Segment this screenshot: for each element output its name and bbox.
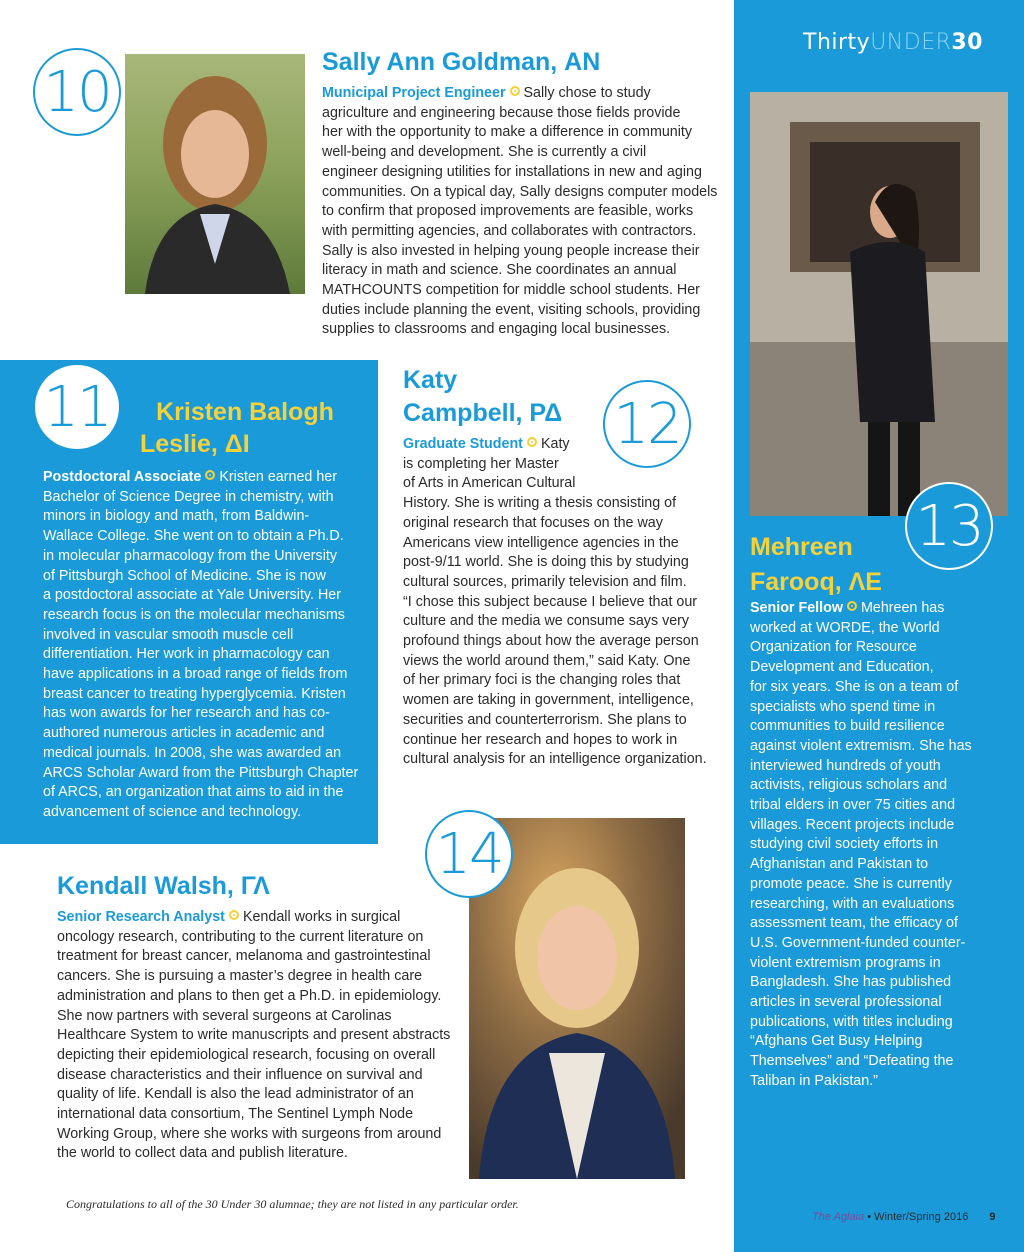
bio-line: has won awards for her research and has co- (43, 705, 330, 722)
bio-line: specialists who spend time in (750, 698, 936, 715)
bio-line: Development and Education, (750, 659, 934, 676)
bio-line: MATHCOUNTS competition for middle school students. Her (322, 282, 700, 299)
name-kristen-leslie (140, 396, 340, 460)
bio-line: international data consortium, The Sentinel Lymph Node (57, 1106, 414, 1123)
bio-line (43, 468, 373, 488)
bio-line: her with the opportunity to make a difference in community (322, 124, 693, 141)
bio-text: Katy (540, 436, 570, 452)
number-13-circle (905, 482, 993, 570)
bullet-icon (510, 86, 520, 96)
bio-line: Healthcare System to write manuscripts and present abstracts (57, 1027, 451, 1044)
bio-line: women are taking in government, intelligence, (403, 692, 694, 709)
bio-line: have applications in a broad range of fields from (43, 666, 348, 683)
role-kendall-walsh: Senior Research Analyst (57, 909, 225, 925)
bio-line: Bangladesh. She has published (750, 974, 952, 991)
bio-line: literacy in math and science. She coordinates an annual (322, 262, 677, 279)
bio-line: cultural sources, primarily television and film. (403, 573, 687, 590)
bio-line: treatment for breast cancer, melanoma and gastrointestinal (57, 948, 431, 965)
bio-line: continue her research and hopes to work in (403, 731, 678, 748)
magazine-name: The Aglaia (812, 1211, 865, 1223)
name-mehreen-farooq (750, 530, 882, 600)
bio-line: disease characteristics and their influence on survival and (57, 1066, 423, 1083)
bio-line: engineer designing utilities for installations in new and aging (322, 163, 702, 180)
bio-line: supplies to classrooms and engaging local businesses. (322, 321, 671, 338)
bio-line: articles in several professional (750, 994, 942, 1011)
bio-line: views the world around them,” said Katy. One (403, 652, 691, 669)
bio-line: researching, with an evaluations (750, 895, 955, 912)
bio-line: profound things about how the average person (403, 633, 699, 650)
bio-line: Wallace College. She went on to obtain a Ph.D. (43, 528, 344, 545)
number-12: 12 (613, 391, 681, 457)
bio-line: “I chose this subject because I believe that our (403, 593, 698, 610)
bio-line: quality of life. Kendall is also the lead administrator of an (57, 1086, 414, 1103)
bio-text: Sally chose to study (523, 85, 651, 101)
role-mehreen-farooq: Senior Fellow (750, 600, 843, 616)
name-katy-campbell (403, 364, 562, 430)
bio-line (57, 908, 457, 928)
bio-line: She now partners with several surgeons at Carolinas (57, 1007, 392, 1024)
bio-text: Mehreen has (860, 600, 945, 616)
bio-line: activists, religious scholars and (750, 777, 948, 794)
bio-line: post-9/11 world. She is doing this by studying (403, 554, 689, 571)
bio-line: a postdoctoral associate at Yale University. Her (43, 587, 341, 604)
number-13: 13 (915, 493, 983, 559)
bio-line: communities. On a typical day, Sally designs computer models (322, 183, 718, 200)
number-11-circle (33, 363, 121, 451)
bio-line: worked at WORDE, the World (750, 619, 940, 636)
bio-line: involved in vascular smooth muscle cell (43, 626, 294, 643)
photo-mehreen-farooq (750, 92, 1008, 516)
bio-line: culture and the media we consume says very (403, 613, 690, 630)
bio-line (403, 435, 723, 455)
bio-kendall-walsh (57, 908, 457, 1164)
bio-line: Themselves” and “Defeating the (750, 1053, 954, 1070)
bio-line: to confirm that proposed improvements are feasible, works (322, 203, 694, 220)
bio-line: Taliban in Pakistan.” (750, 1072, 878, 1089)
bio-line: History. She is writing a thesis consisting of (403, 495, 677, 512)
bullet-icon (205, 470, 215, 480)
logo-30: 30 (951, 30, 983, 55)
bullet-icon (527, 437, 537, 447)
bio-line: Working Group, where she works with surgeons from around (57, 1125, 442, 1142)
role-katy-campbell: Graduate Student (403, 436, 523, 452)
logo-thirty: Thirty (803, 30, 871, 55)
bio-line: breast cancer to treating hyperglycemia. Kristen (43, 685, 346, 702)
bio-line: with permitting agencies, and collaborates with contractors. (322, 222, 697, 239)
footer-note: Congratulations to all of the 30 Under 30 alumnae; they are not listed in any particular order. (66, 1197, 519, 1211)
bullet-icon (847, 601, 857, 611)
bio-line: research focus is on the molecular mechanisms (43, 606, 345, 623)
bio-line: duties include planning the event, visiting schools, providing (322, 301, 701, 318)
name-line: Katy (403, 366, 458, 394)
bio-line: original research that focuses on the way (403, 514, 663, 531)
bio-line: for six years. She is on a team of (750, 678, 959, 695)
number-11: 11 (43, 374, 111, 440)
name-line: Campbell, ΡΔ (403, 399, 563, 427)
bio-line: communities to build resilience (750, 718, 945, 735)
number-10: 10 (43, 59, 111, 125)
bio-line: villages. Recent projects include (750, 816, 955, 833)
bio-line: of Pittsburgh School of Medicine. She is now (43, 567, 326, 584)
bio-line: is completing her Master (403, 455, 559, 472)
thirty-under-30-logo (803, 30, 983, 55)
bio-line: Americans view intelligence agencies in the (403, 534, 679, 551)
bio-line: against violent extremism. She has (750, 737, 972, 754)
bio-line: Afghanistan and Pakistan to (750, 856, 929, 873)
role-kristen-leslie: Postdoctoral Associate (43, 469, 202, 485)
bio-kristen-leslie (43, 468, 373, 823)
bio-sally-goldman (322, 84, 722, 340)
bio-line: U.S. Government-funded counter- (750, 934, 966, 951)
number-10-circle (33, 48, 121, 136)
role-sally-goldman: Municipal Project Engineer (322, 85, 506, 101)
bio-line: cancers. She is pursuing a master’s degree in health care (57, 968, 423, 985)
bio-text: Kristen earned her (219, 469, 337, 485)
bio-katy-campbell (403, 435, 723, 770)
bio-line: the world to collect data and publish literature. (57, 1145, 348, 1162)
bio-line: well-being and development. She is currently a civil (322, 144, 647, 161)
bio-line (750, 599, 1010, 619)
bio-line: ARCS Scholar Award from the Pittsburgh Chapter (43, 764, 359, 781)
bio-line: interviewed hundreds of youth (750, 757, 941, 774)
number-14-circle (425, 810, 513, 898)
name-line: Leslie, ΔΙ (140, 430, 250, 458)
name-kendall-walsh: Kendall Walsh, ΓΛ (57, 872, 270, 900)
name-sally-goldman: Sally Ann Goldman, ΑΝ (322, 48, 601, 76)
bio-line: studying civil society efforts in (750, 836, 939, 853)
bio-line: promote peace. She is currently (750, 875, 952, 892)
bio-line: Bachelor of Science Degree in chemistry, with (43, 488, 334, 505)
bio-line: of Arts in American Cultural (403, 475, 576, 492)
page-number: 9 (989, 1211, 996, 1223)
bio-line: Organization for Resource (750, 639, 917, 656)
bio-line: cultural analysis for an intelligence organization. (403, 751, 707, 768)
bio-mehreen-farooq (750, 599, 1010, 1092)
bio-line: of ARCS, an organization that aims to aid in the (43, 784, 344, 801)
issue-label: • Winter/Spring 2016 (864, 1211, 969, 1223)
bullet-icon (229, 910, 239, 920)
bio-line: medical journals. In 2008, she was awarded an (43, 744, 342, 761)
bio-line (322, 84, 722, 104)
bio-line: Sally is also invested in helping young people increase their (322, 242, 700, 259)
logo-under: UNDER (870, 30, 952, 55)
bio-line: “Afghans Get Busy Helping (750, 1033, 923, 1050)
bio-line: of her primary foci is the changing roles that (403, 672, 681, 689)
bio-line: violent extremism programs in (750, 954, 941, 971)
name-line: Kristen Balogh (156, 398, 334, 426)
bio-line: administration and plans to then get a Ph.D. in epidemiology. (57, 987, 442, 1004)
bio-line: tribal elders in over 75 cities and (750, 797, 956, 814)
footer-folio (812, 1211, 996, 1223)
bio-line: differentiation. Her work in pharmacology can (43, 646, 330, 663)
photo-sally-goldman (125, 54, 305, 294)
bio-line: in molecular pharmacology from the University (43, 547, 337, 564)
name-line: Mehreen (750, 533, 853, 561)
bio-line: minors in biology and math, from Baldwin- (43, 508, 310, 525)
bio-line: depicting their epidemiological research, focusing on overall (57, 1046, 436, 1063)
bio-line: advancement of science and technology. (43, 803, 302, 820)
number-14: 14 (435, 821, 503, 887)
bio-line: authored numerous articles in academic and (43, 725, 325, 742)
bio-text: Kendall works in surgical (242, 909, 401, 925)
bio-line: oncology research, contributing to the current literature on (57, 928, 424, 945)
name-line: Farooq, ΛΕ (750, 568, 882, 596)
bio-line: publications, with titles including (750, 1013, 953, 1030)
bio-line: securities and counterterrorism. She plans to (403, 711, 687, 728)
bio-line: assessment team, the efficacy of (750, 915, 958, 932)
bio-line: agriculture and engineering because those fields provide (322, 104, 681, 121)
